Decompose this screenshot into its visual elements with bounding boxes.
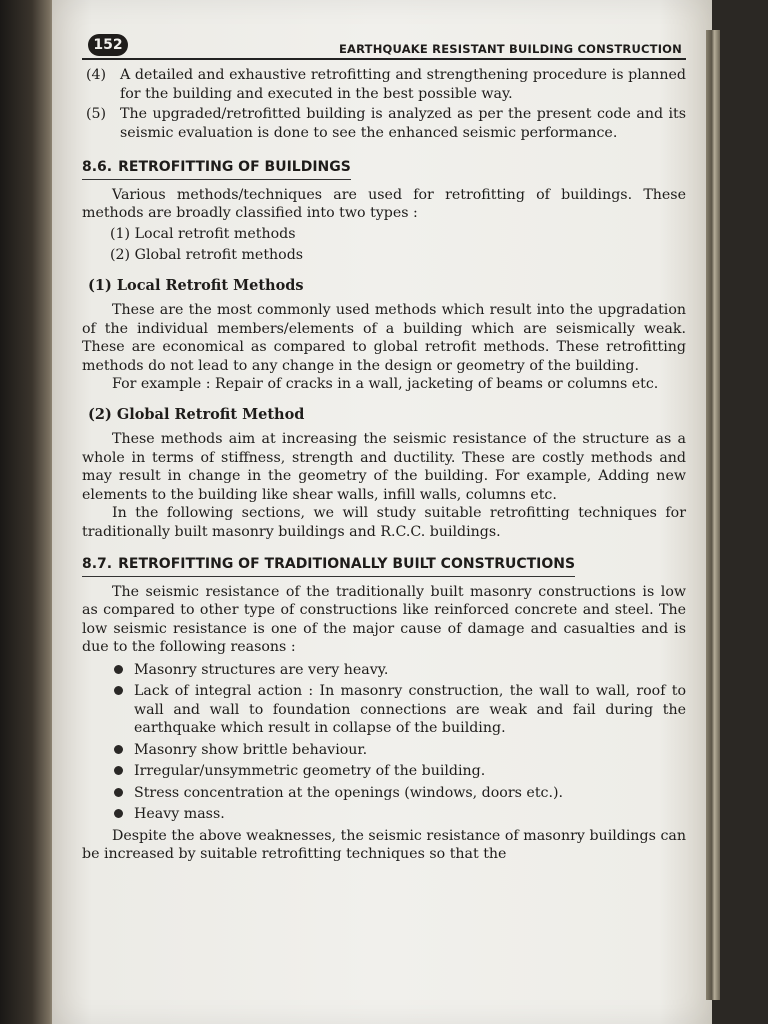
section-title: RETROFITTING OF BUILDINGS <box>118 159 351 175</box>
book-binding-shadow <box>0 0 58 1024</box>
list-item <box>112 805 686 824</box>
subheading-global: (2) Global Retrofit Method <box>88 405 305 423</box>
running-title: EARTHQUAKE RESISTANT BUILDING CONSTRUCTION <box>338 42 682 56</box>
page-stack-edge <box>706 30 720 1000</box>
item-number: (5) <box>86 106 107 122</box>
item-text: Stress concentration at the openings (windows, doors etc.). <box>134 784 564 801</box>
list-item <box>112 762 686 781</box>
list-item <box>112 682 686 738</box>
section-intro: Various methods/techniques are used for retrofitting of buildings. These methods are broadly classified into two types : <box>82 186 686 221</box>
list-item: (1) Local retrofit methods <box>110 225 296 242</box>
section-number: 8.7. <box>82 556 113 572</box>
paragraph: These methods aim at increasing the seismic resistance of the structure as a whole in terms of stiffness, strength and ductility. These are costly methods and may result in change in the geometry of the building. For example, Adding new elements to the building like shear walls, infill walls, columns etc. <box>82 431 686 503</box>
item-number: (4) <box>86 67 107 83</box>
item-text: Masonry structures are very heavy. <box>134 661 389 678</box>
item-text: The upgraded/retrofitted building is analyzed as per the present code and its seismic evaluation is done to see the enhanced seismic performance. <box>120 106 686 141</box>
bullet-icon <box>114 745 123 754</box>
paragraph: In the following sections, we will study suitable retrofitting techniques for traditionally built masonry buildings and R.C.C. buildings. <box>82 505 686 540</box>
bullet-icon <box>114 766 123 775</box>
paragraph: These are the most commonly used methods which result into the upgradation of the individual members/elements of a building which are seismically weak. These are economical as compared to global retrofit methods. These retrofitting methods do not lead to any change in the design or geometry of the building. <box>82 302 686 374</box>
item-text: A detailed and exhaustive retrofitting and strengthening procedure is planned for the building and executed in the best possible way. <box>120 67 686 102</box>
section-heading-8-7 <box>82 555 575 577</box>
paragraph: For example : Repair of cracks in a wall, jacketing of beams or columns etc. <box>112 376 659 392</box>
item-text: Masonry show brittle behaviour. <box>134 741 368 758</box>
list-item <box>82 66 686 103</box>
page-content <box>82 30 686 864</box>
retrofit-types-list <box>110 225 686 265</box>
page-header <box>82 30 686 60</box>
list-item <box>112 661 686 680</box>
item-text: Heavy mass. <box>134 806 225 822</box>
reasons-list <box>112 661 686 824</box>
section-title: RETROFITTING OF TRADITIONALLY BUILT CONSTRUCTIONS <box>118 556 576 572</box>
bullet-icon <box>114 665 123 674</box>
section-intro: The seismic resistance of the traditionally built masonry constructions is low as compared to other type of constructions like reinforced concrete and steel. The low seismic resistance is one of the major cause of damage and casualties and is due to the following reasons : <box>82 583 686 655</box>
section-heading-8-6 <box>82 158 351 180</box>
list-item <box>112 784 686 803</box>
subheading-local: (1) Local Retrofit Methods <box>88 276 304 294</box>
bullet-icon <box>114 809 123 818</box>
page-number-badge: 152 <box>88 34 128 56</box>
list-item <box>112 741 686 760</box>
item-text: Lack of integral action : In masonry construction, the wall to wall, roof to wall and wall to foundation connections are weak and fail during the earthquake which result in collapse of the building. <box>134 683 686 736</box>
item-text: Irregular/unsymmetric geometry of the building. <box>134 763 486 779</box>
list-item: (2) Global retrofit methods <box>110 247 304 263</box>
bullet-icon <box>114 686 123 695</box>
section-number: 8.6. <box>82 159 113 175</box>
paragraph: Despite the above weaknesses, the seismic resistance of masonry buildings can be increased by suitable retrofitting techniques so that the <box>82 827 686 862</box>
bullet-icon <box>114 788 123 797</box>
list-item <box>82 105 686 142</box>
